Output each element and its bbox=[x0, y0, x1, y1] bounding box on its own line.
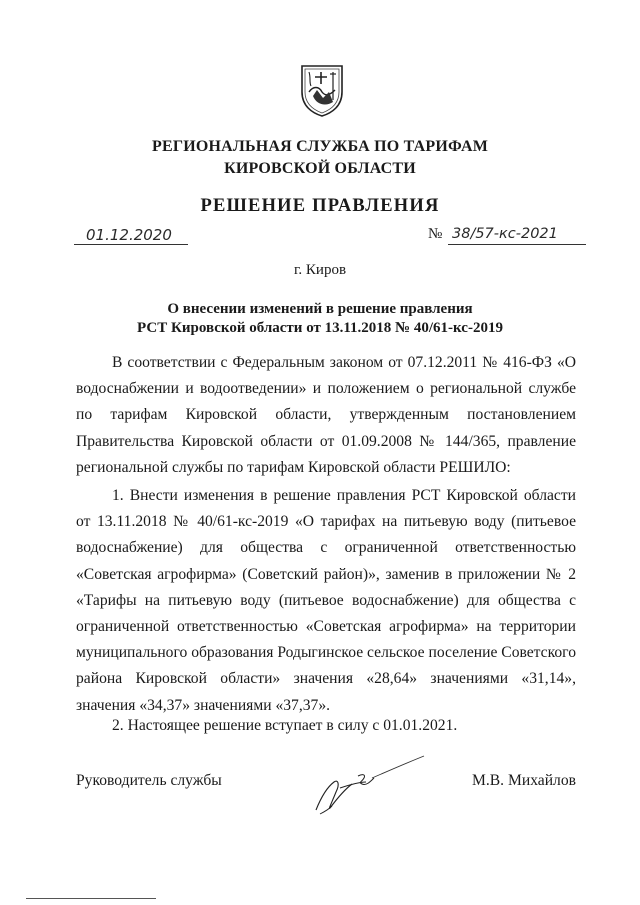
document-number: 38/57-кс-2021 bbox=[452, 226, 558, 242]
footer-rule bbox=[26, 898, 156, 899]
date-underline bbox=[74, 244, 188, 245]
organization-name-line2: КИРОВСКОЙ ОБЛАСТИ bbox=[224, 160, 416, 177]
preamble-paragraph: В соответствии с Федеральным законом от 07.12.2011 № 416-ФЗ «О водоснабжении и водоотведении» и положением о региональной службе по тарифам Кировской области, утвержденным постановлением Правительства Кировской области от 01.09.2008 № 144/365, правление региональной службы по тарифам Кировской области РЕШИЛО: bbox=[76, 354, 576, 476]
city-label: г. Киров bbox=[293, 262, 347, 278]
coat-of-arms-icon bbox=[299, 62, 345, 118]
signatory-role: Руководитель службы bbox=[76, 772, 222, 789]
number-sign: № bbox=[428, 226, 443, 242]
document-date: 01.12.2020 bbox=[86, 226, 172, 244]
document-type-title: РЕШЕНИЕ ПРАВЛЕНИЯ bbox=[200, 196, 440, 216]
decision-item-1: 1. Внести изменения в решение правления РСТ Кировской области от 13.11.2018 № 40/61-кс-2019 «О тарифах на питьевую воду (питьевое водоснабжение) для общества с ограниченной ответственностью «Советская агрофирма» (Советский район)», заменив в приложении № 2 «Тарифы на питьевую воду (питьевое водоснабжение) для общества с ограниченной ответственностью «Советская агрофирма» на территории муниципального образования Родыгинское сельское поселение Советского района Кировской области» значения «28,64» значениями «31,14», значения «34,37» значениями «37,37». bbox=[76, 487, 576, 714]
handwritten-signature-icon bbox=[300, 744, 440, 824]
number-underline bbox=[448, 244, 586, 245]
subject-line1: О внесении изменений в решение правления bbox=[167, 301, 473, 317]
subject-line2: РСТ Кировской области от 13.11.2018 № 40/61-кс-2019 bbox=[137, 320, 503, 336]
decision-item-2: 2. Настоящее решение вступает в силу с 01.01.2021. bbox=[112, 717, 458, 734]
signatory-name: М.В. Михайлов bbox=[472, 772, 576, 789]
organization-name-line1: РЕГИОНАЛЬНАЯ СЛУЖБА ПО ТАРИФАМ bbox=[151, 138, 489, 155]
